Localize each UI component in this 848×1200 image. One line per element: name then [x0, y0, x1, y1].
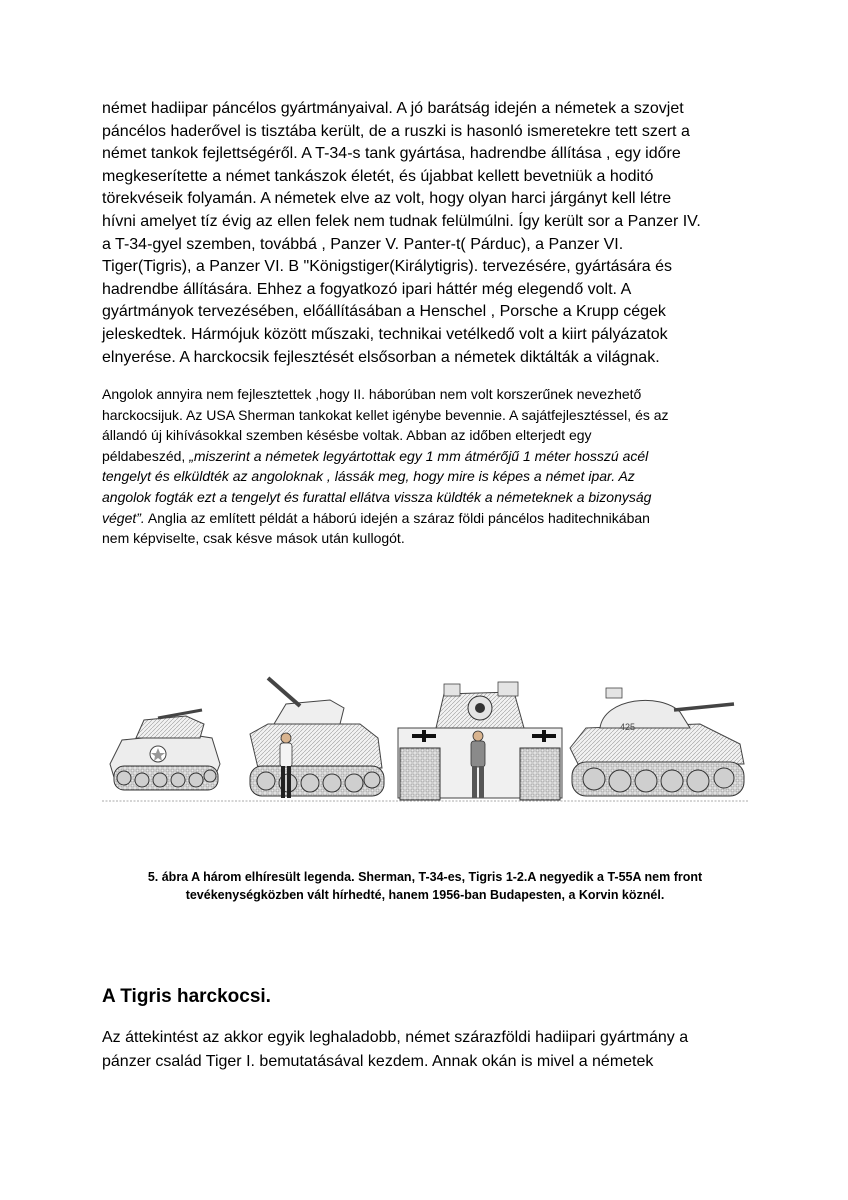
quote-italic: angolok fogták ezt a tengelyt és furattal ellátva vissza küldték a németeknek a bizonyság [102, 488, 652, 505]
text-line: német tankok fejlettségéről. A T-34-s tank gyártása, hadrendbe állítása , egy időre [102, 145, 681, 163]
quote-italic: tengelyt és elküldték az angoloknak , lássák meg, hogy mire is képes a német ipar. Az [102, 468, 635, 485]
quote-italic: véget”. [102, 509, 145, 526]
text-normal: Anglia az említett példát a háború idején a száraz földi páncélos haditechnikában [144, 509, 650, 526]
t34-tank-drawing [250, 678, 384, 796]
caption-line: tevékenységközben vált hírhedté, hanem 1956-ban Budapesten, a Korvin köznél. [185, 888, 665, 902]
caption-line: 5. ábra A három elhíresült legenda. Sherman, T-34-es, Tigris 1-2.A negyedik a T-55A nem front [147, 870, 703, 884]
section-heading: A Tigris harckocsi. [102, 986, 271, 1007]
text-line [102, 446, 752, 467]
text-line: a T-34-gyel szemben, továbbá , Panzer V. Panter-t( Párduc), a Panzer VI. [102, 235, 624, 253]
text-line: harckocsijuk. Az USA Sherman tankokat kellet igénybe bevennie. A sajátfejlesztéssel, és az [102, 406, 669, 423]
text-line: páncélos haderővel is tisztába került, de a ruszki is hasonló ismeretekre tett szert a [102, 122, 690, 140]
paragraph-english-anecdote [102, 384, 752, 549]
turret-number: 425 [620, 722, 636, 732]
text-line [102, 508, 752, 529]
text-line: német hadiipar páncélos gyártmányaival. A jó barátság idején a németek a szovjet [102, 100, 684, 117]
sherman-tank-drawing [110, 710, 220, 790]
text-line: jeleskedtek. Hármójuk között műszaki, technikai vetélkedő volt a kiirt pályázatok [102, 325, 668, 343]
text-line: elnyerése. A harckocsik fejlesztését elsősorban a németek diktálták a világnak. [102, 348, 660, 366]
text-line: állandó új kihívásokkal szemben késésbe voltak. Abban az időben elterjedt egy [102, 427, 592, 444]
text-line: hívni amelyet tíz évig az ellen felek nem tudnak felülmúlni. Így került sor a Panzer IV. [102, 212, 701, 230]
paragraph-tiger-intro [102, 1026, 752, 1074]
tanks-comparison-figure [100, 668, 750, 808]
text-normal: példabeszéd, [102, 447, 190, 464]
text-line: törekvéseik folyamán. A németek elve az volt, hogy olyan harci járgányt kell létre [102, 190, 672, 208]
text-line: gyártmányok tervezésében, előállításában a Henschel , Porsche a Krupp cégek [102, 303, 666, 321]
t55a-tank-drawing [570, 688, 744, 796]
paragraph-german-industry [102, 98, 750, 369]
figure-caption [100, 868, 750, 904]
text-line: megkeserítette a német tankászok életét, és újabbat kellett bevetniük a hoditó [102, 167, 654, 185]
text-line: hadrendbe állítására. Ehhez a fogyatkozó ipari háttér még elegendő volt. A [102, 280, 632, 298]
text-line: Az áttekintést az akkor egyik leghaladobb, német szárazföldi hadiipari gyártmány a [102, 1029, 689, 1046]
text-line: Angolok annyira nem fejlesztettek ,hogy II. háborúban nem volt korszerűnek nevezhető [102, 386, 642, 402]
quote-italic: „miszerint a németek legyártottak egy 1 mm átmérőjű 1 méter hosszú acél [189, 447, 649, 464]
text-line: pánzer család Tiger I. bemutatásával kezdem. Annak okán is mivel a németek [102, 1053, 654, 1070]
text-line: Tiger(Tigris), a Panzer VI. B "Königstiger(Királytigris). tervezésére, gyártására és [102, 258, 673, 276]
text-line: nem képviselte, csak késve mások után kullogót. [102, 530, 405, 547]
